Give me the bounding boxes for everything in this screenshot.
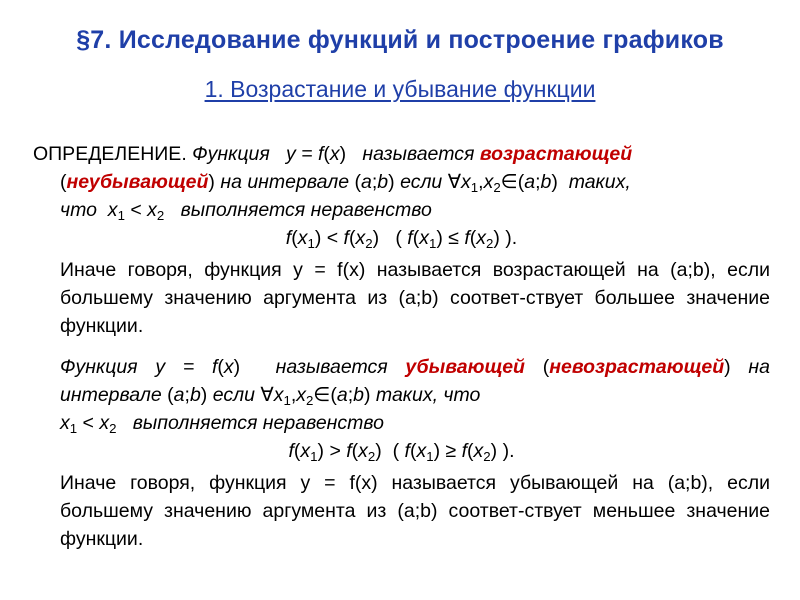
- subtitle-text: 1. Возрастание и убывание функции: [204, 76, 596, 102]
- term-decreasing: убывающей: [405, 356, 525, 378]
- explanation-increasing: Иначе говоря, функция y = f(x) называется возрастающей на (a;b), если большему значению аргумента из (a;b) соответ-ствует большее значение функции.: [60, 259, 770, 337]
- term-nondecreasing: неубывающей: [66, 171, 209, 193]
- definition-decreasing: Функция y = f(x) называется убывающей (невозрастающей) на интервале (a;b) если $\forall x_1,x_2\in(a;b)$ таких, что $x_1 < x_2$ выполняется неравенство: [60, 356, 770, 436]
- inequality-increasing: $f(x_1) < f(x_2)$ ( $f(x_1) \le f(x_2)$ ).: [285, 227, 518, 251]
- explanation-decreasing: Иначе говоря, функция y = f(x) называется убывающей на (a;b), если большему значению аргумента из (a;b) соответ-ствует меньшее значение функции.: [60, 472, 770, 550]
- definition-increasing: ОПРЕДЕЛЕНИЕ. Функция y = f(x) называется возрастающей: [33, 143, 633, 165]
- definition-label: ОПРЕДЕЛЕНИЕ.: [33, 143, 187, 165]
- inequality-decreasing: $f(x_1) > f(x_2)$ ( $f(x_1) \ge f(x_2)$ ).: [288, 440, 515, 464]
- term-increasing: возрастающей: [479, 143, 633, 165]
- definition-increasing-cont: (неубывающей) на интервале (a;b) если $\forall x_1,x_2\in(a;b)$ таких, что $x_1 < x_2$ выполняется неравенство: [60, 171, 631, 223]
- section-subtitle: [0, 76, 800, 103]
- term-nonincreasing: невозрастающей: [549, 356, 725, 378]
- main-content: [33, 140, 770, 553]
- page-title: §7. Исследование функций и построение графиков: [76, 26, 724, 54]
